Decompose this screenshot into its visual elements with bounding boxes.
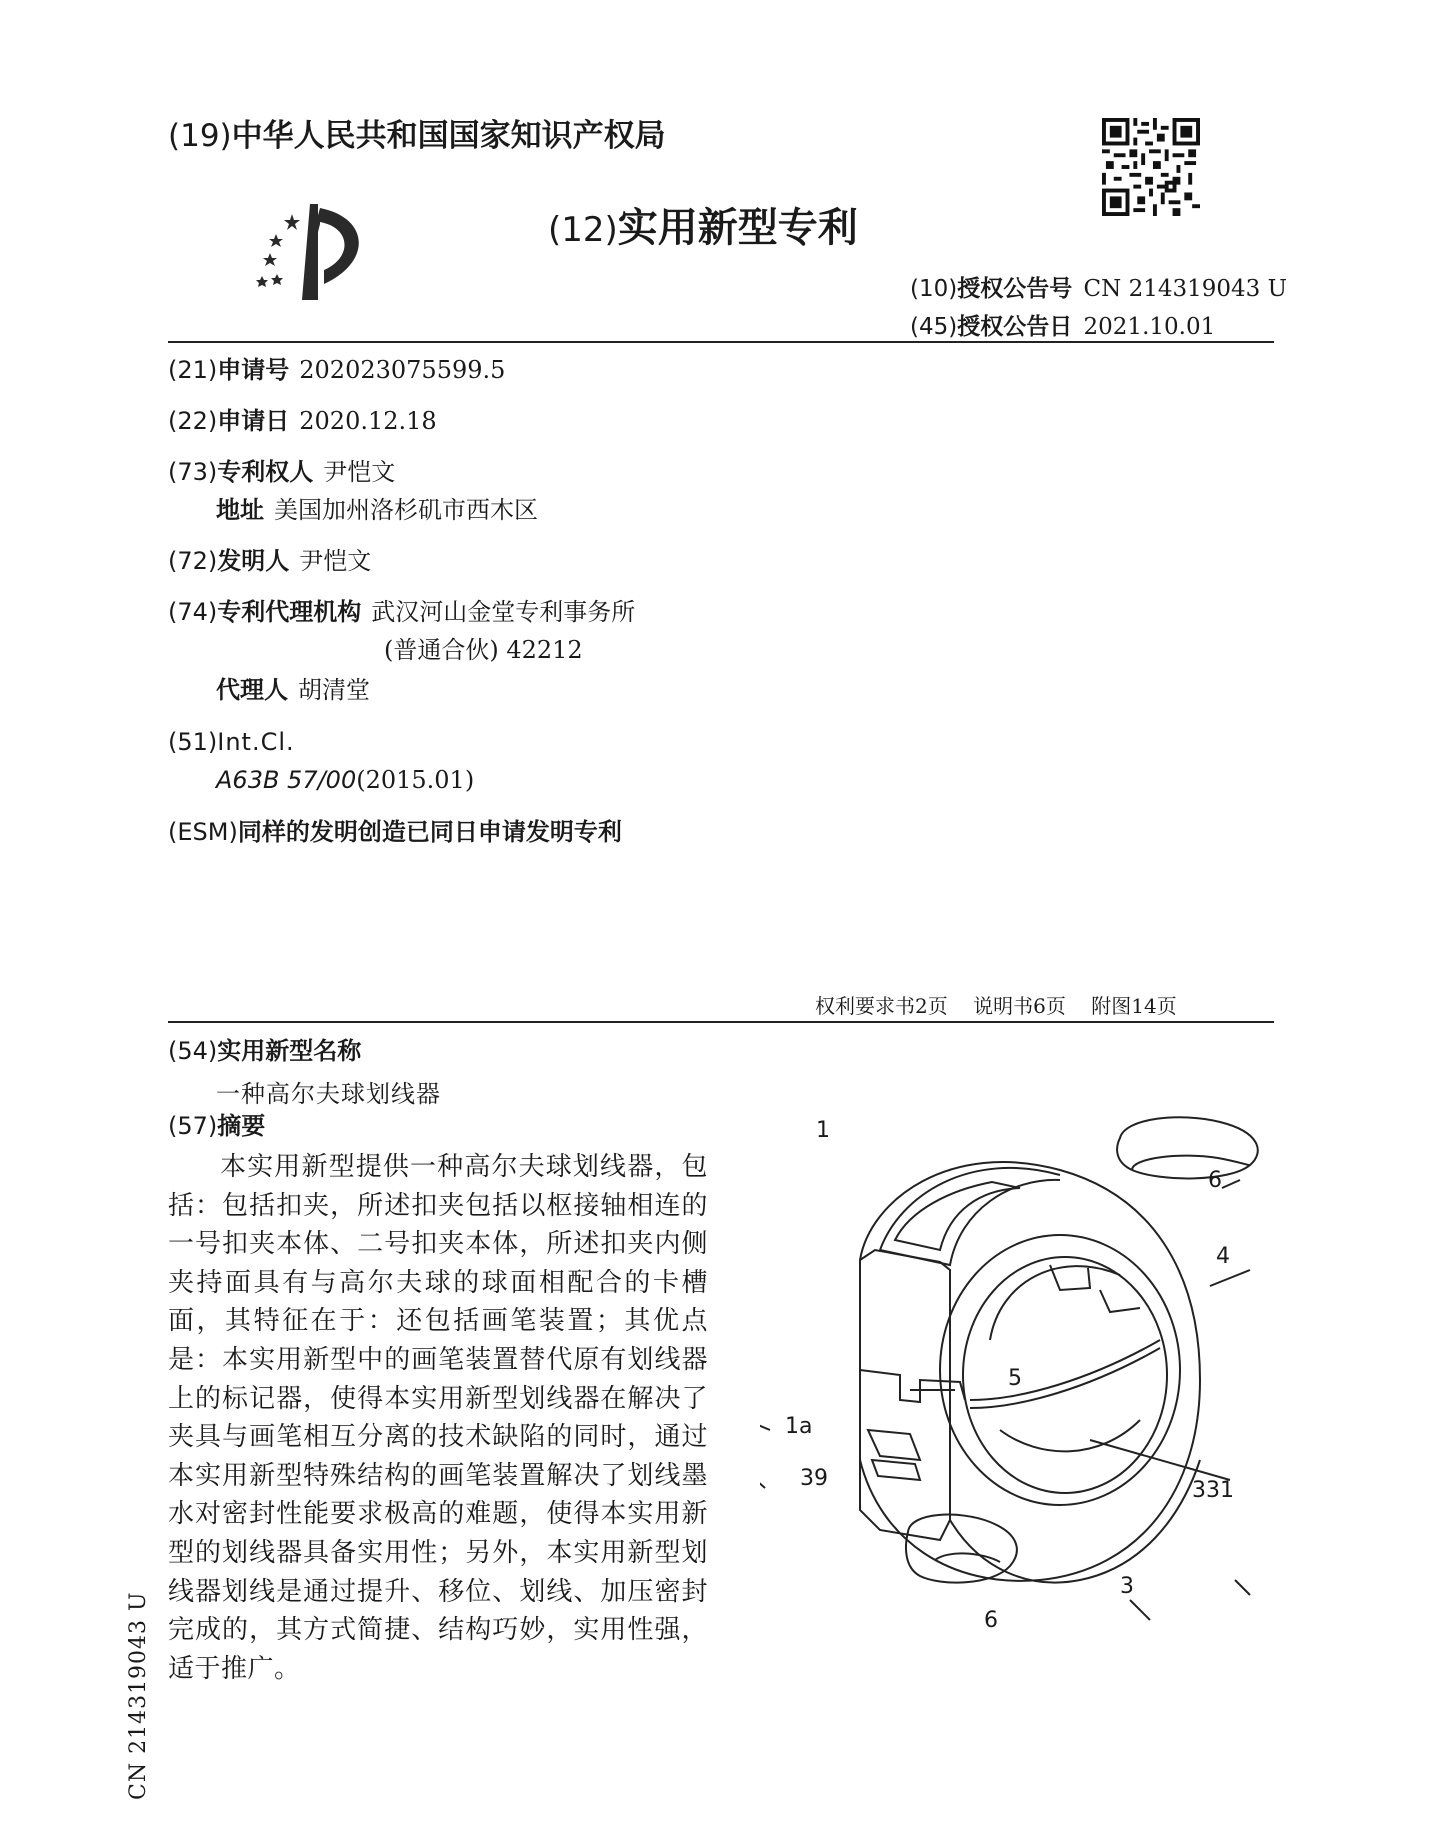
field-agent (216, 674, 370, 706)
field-app-number (168, 354, 505, 386)
field-value: (普通合伙) 42212 (384, 636, 583, 664)
invention-title: 一种高尔夫球划线器 (216, 1080, 441, 1108)
clip-body-outline (860, 1162, 1200, 1581)
office-name: 中华人民共和国国家知识产权局 (231, 118, 666, 154)
field-code: (21) (168, 356, 218, 384)
label-331: 331 (1192, 1478, 1234, 1503)
field-code: (54) (168, 1037, 218, 1065)
field-esm (168, 816, 622, 848)
label-4: 4 (1216, 1244, 1230, 1269)
field-value: 武汉河山金堂专利事务所 (371, 598, 636, 626)
field-label: 地址 (216, 496, 264, 524)
field-agency (168, 596, 635, 628)
field-label: 专利权人 (217, 458, 314, 486)
field-label: 同样的发明创造已同日申请发明专利 (237, 818, 622, 846)
top-knob (1117, 1117, 1258, 1178)
field-label: 专利代理机构 (217, 598, 362, 626)
field-label: 摘要 (217, 1112, 266, 1140)
field-value: 尹恺文 (299, 547, 372, 575)
doc-type: 实用新型专利 (617, 205, 858, 251)
ball-seat-inner (963, 1257, 1167, 1493)
field-label: 发明人 (217, 547, 290, 575)
label-1: 1 (816, 1118, 830, 1143)
field-code: (22) (168, 407, 218, 435)
doc-type-line (548, 196, 858, 253)
field-inventor (168, 545, 371, 577)
cnipa-emblem-icon (232, 196, 372, 302)
label-3: 3 (1120, 1574, 1134, 1599)
pub-date-code: (45) (910, 314, 958, 340)
field-intcl (168, 726, 295, 758)
field-intcl-class (216, 764, 474, 796)
pub-number-value: CN 214319043 U (1083, 276, 1287, 302)
page-counts: 权利要求书2页 说明书6页 附图14页 (815, 994, 1177, 1018)
header-rule (168, 341, 1274, 343)
ball-seat-outer (940, 1235, 1180, 1505)
pub-date-value: 2021.10.01 (1083, 314, 1216, 340)
field-value: 美国加州洛杉矶市西木区 (274, 496, 538, 524)
field-value: 尹恺文 (323, 458, 396, 486)
pub-number-label: 授权公告号 (957, 276, 1073, 302)
field-value: 胡清堂 (298, 676, 370, 704)
counts-rule (168, 1021, 1274, 1023)
field-code: (51) (168, 728, 218, 756)
office-line (168, 110, 666, 155)
field-code: (73) (168, 458, 218, 486)
field-agency-cont (384, 634, 583, 666)
field-patentee (168, 456, 395, 488)
field-address (216, 494, 538, 526)
field-label: 申请号 (217, 356, 290, 384)
label-6-top: 6 (1208, 1168, 1222, 1193)
field-label: 实用新型名称 (217, 1037, 362, 1065)
pub-number-code: (10) (910, 276, 958, 302)
field-value: A63B 57/00 (216, 766, 357, 794)
field-value: 202023075599.5 (299, 356, 506, 384)
field-code: (72) (168, 547, 218, 575)
side-publication-number: CN 214319043 U (126, 1591, 151, 1800)
left-slot-39 (868, 1430, 920, 1460)
field-code: (ESM) (168, 818, 238, 846)
field-version: (2015.01) (356, 766, 475, 794)
seat-groove (970, 1340, 1160, 1408)
field-label: Int.Cl. (217, 728, 295, 756)
label-1a: 1a (785, 1414, 813, 1439)
field-value: 2020.12.18 (299, 407, 437, 435)
pub-date (910, 308, 1215, 341)
doc-type-code: (12) (548, 210, 618, 250)
label-39: 39 (800, 1466, 828, 1491)
field-abstract-heading (168, 1110, 265, 1142)
pub-number (910, 270, 1287, 303)
field-label: 代理人 (216, 676, 288, 704)
field-label: 申请日 (217, 407, 290, 435)
qr-code-icon (1102, 118, 1200, 216)
field-code: (57) (168, 1112, 218, 1140)
field-code: (74) (168, 598, 218, 626)
pub-date-label: 授权公告日 (957, 314, 1073, 340)
label-5: 5 (1008, 1366, 1022, 1391)
label-6-bottom: 6 (984, 1608, 998, 1633)
office-code: (19) (168, 118, 232, 154)
field-title-heading (168, 1035, 361, 1067)
field-app-date (168, 405, 437, 437)
abstract-text: 本实用新型提供一种高尔夫球划线器，包括：包括扣夹，所述扣夹包括以枢接轴相连的一号扣夹本体、二号扣夹本体，所述扣夹内侧夹持面具有与高尔夫球的球面相配合的卡槽面，其特征在于：还包括画笔装置；其优点是：本实用新型中的画笔装置替代原有划线器上的标记器，使得本实用新型划线器在解决了夹具与画笔相互分离的技术缺陷的同时，通过本实用新型特殊结构的画笔装置解决了划线墨水对密封性能要求极高的难题，使得本实用新型的划线器具备实用性；另外，本实用新型划线器划线是通过提升、移位、划线、加压密封完成的，其方式简捷、结构巧妙，实用性强，适于推广。 (168, 1152, 708, 1684)
